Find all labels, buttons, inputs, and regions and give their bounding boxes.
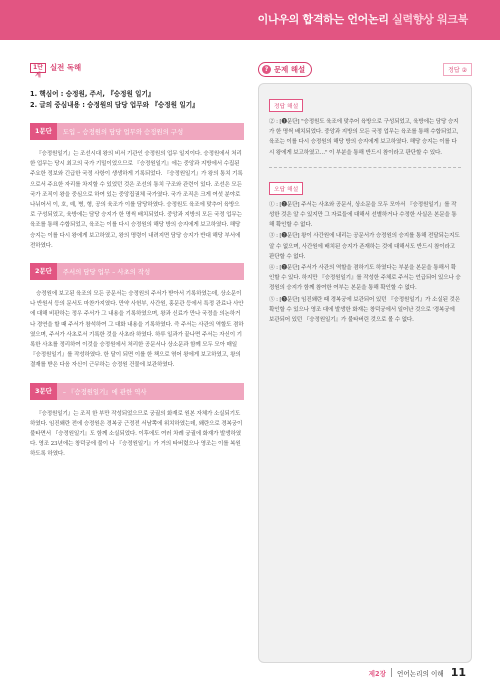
- book-title-suffix: 실력향상 워크북: [388, 13, 468, 26]
- key-summary: [30, 89, 244, 111]
- right-column: [258, 62, 472, 663]
- correct-explanation-tag: 정답 해설: [269, 99, 303, 112]
- paragraph-number: 2문단: [30, 263, 57, 280]
- divider: [269, 167, 461, 168]
- explanation-section-label: [258, 62, 472, 77]
- explanation-panel: [258, 83, 472, 663]
- paragraph-head-2: [30, 263, 244, 280]
- chapter-number: 제2장: [368, 669, 386, 678]
- page-footer: [369, 666, 466, 679]
- chapter-title: 언어논리의 이해: [397, 669, 444, 678]
- wrong-explanation-list: [269, 200, 461, 325]
- list-item: ④ : [❷문단] 주서가 사관의 역할을 겸하기도 하였다는 부분을 본문을 통해서 확인할 수 있다. 하지만 『승정원일기』를 작성한 주체로 주서는 언급되어 있으나 승정원의 승지가 함께 참여한 여부는 본문을 통해 확인할 수 없다.: [269, 265, 461, 292]
- paragraph-text-2: 승정원에 보고된 육조의 모든 공문서는 승정원의 주서가 받아서 기록하였는데, 상소문이나 반원서 등의 문서도 마찬가지였다. 만약 사헌부, 사간원, 홍문관 등에서 특정 관료나 사안에 대해 비판하는 정우 주서가 그 내용을 기록하였으며, 왕과 신료가 만나 국정을 의논하거나 경연을 할 때 주서가 참석하여 그 대화 내용을 기록하였다. 즉 주서는 사관의 역할도 겸하였으며, 주서가 사초로서 기록한 것을 사초라 하였다. 하루 일과가 끝나면 주서는 자신이 기록한 사초를 정리하여 이것을 승정원에서 처리한 공문서나 상소문과 함께 모두 모아 매일 『승정원일기』를 작성하였다. 한 달이 되면 이를 한 책으로 엮어 왕에게 보고하였고, 왕의 결재를 받은 다음 자신이 근무하는 승정원 건물에 보관하였다.: [30, 291, 244, 369]
- section-title: 실전 독해: [50, 63, 82, 72]
- book-title: [258, 11, 468, 27]
- list-item: ③ : [❷문단] 왕이 사간원에 내리는 공문서가 승정원의 승지를 통해 전달되는지도 알 수 없으며, 사간원에 배치된 승지가 존재하는 것에 대해서도 반드시 참이라고 판단할 수 없다.: [269, 233, 460, 260]
- question-icon: ?: [262, 65, 271, 74]
- explanation-heading: ? 문제 해설: [258, 62, 312, 77]
- paragraph-head-3: [30, 383, 244, 400]
- left-column: [30, 62, 244, 460]
- paragraph-heading: – 『승정원일기』에 관한 역사: [62, 387, 147, 396]
- list-item: ⑤ : [❸문단] 임진왜란 때 경복궁에 보관되어 있던 『승정원일기』가 소실된 것은 확인할 수 있으나 영조 대에 발생한 화재는 창덕궁에서 일어난 것으로 '경복궁에 보관되어 있던 『승정원일기』가 불타버린 것으로 볼 수 없다.: [269, 296, 460, 324]
- paragraph-head-1: [30, 123, 244, 140]
- paragraph-number: 1문단: [30, 123, 57, 140]
- answer-badge: 정답 ②: [443, 63, 472, 76]
- keywords: 1. 핵심어 : 승정원, 주서, 『승정원 일기』: [30, 90, 155, 98]
- book-icon: 1단계: [30, 63, 46, 73]
- reading-section-label: [30, 62, 244, 79]
- main-idea: 2. 글의 중심내용 : 승정원의 담당 업무와 『승정원 일기』: [30, 101, 199, 109]
- book-title-subject: 언어논리: [347, 13, 389, 26]
- header-bar: [0, 0, 500, 40]
- paragraph-text-3: 『승정원일기』는 조직 한 부만 작성되었으므로 궁궐의 화재로 원본 자체가 소실되기도 하였다. 임진왜란 전에 승정원은 경복궁 근정전 서남쪽에 위치하였는데, 왜란으로 경복궁이 불타면서 『승정원일기』도 함께 소실되었다. 이후에도 여러 차례 궁궐에 화재가 발생하였다. 영조 23년에는 창덕궁에 불이 나 『승정원일기』가 거의 타버렸으나 영조는 이를 복원하도록 하였다.: [30, 410, 243, 458]
- correct-explanation: ② : [❶문단] "승정원도 육조에 맞추어 육방으로 구성되었고, 육방에는 담당 승지가 한 명씩 배치되었다. 중앙과 지방의 모든 국정 업무는 육조를 통해 수합되었고, 육조는 이를 다시 승정원의 해당 방의 승지에게 보고하였다. 해당 승지는 이를 다시 왕에게 보고하였고…" 이 부분을 통해 반드시 참이라고 판단할 수 있다.: [269, 119, 459, 156]
- footer-divider: [391, 668, 392, 677]
- wrong-explanation-tag: 오답 해설: [269, 182, 303, 195]
- paragraph-heading: 주서의 담당 업무 – 사초의 작성: [62, 268, 151, 277]
- paragraph-heading: 도입 – 승정원의 담당 업무와 승정원의 구성: [62, 128, 184, 136]
- page-number: 11: [450, 666, 466, 679]
- list-item: ① : [❷문단] 주서는 사초와 공문서, 상소문을 모두 모아서 『승정원일기』를 작성한 것은 알 수 있지만 그 자료들에 대해서 선별하거나 수정한 사실은 본문을 통해 확인할 수 없다.: [269, 201, 457, 229]
- paragraph-text-1: 『승정원일기』는 조선시대 왕의 비서 기관인 승정원의 업무 일지이다. 승정원에서 처리한 업무는 당시 최고의 국가 기밀이었으므로 『승정원일기』에는 중앙과 지방에서 수집된 주요한 정보와 긴급한 국정 사항이 생생하게 기록되었다. 『승정원일기』가 왕의 통치 기록으로서 주요한 자리를 차지할 수 있었던 것은 조선의 통치 구조와 관련이 있다. 조선은 모든 국가 조직이 왕을 중심으로 하여 있는 중앙집권체 국가였다. 국가 조직은 크게 여섯 분야로 나뉘어서 이, 호, 예, 병, 형, 공의 육조가 이를 담당하였다. 승정원도 육조에 맞추어 육방으로 구성되었고, 육방에는 담당 승지가 한 명씩 배치되었다. 중앙과 지방의 모든 국정 업무는 육조를 통해 수합되었고, 육조는 이를 다시 승정원의 해당 방의 승지에게 보고하였다. 해당 승지는 이를 다시 왕에게 보고하였고, 왕의 명령이 내려지면 담당 승지가 반대 해당 부서에 전하였다.: [30, 151, 243, 249]
- paragraph-number: 3문단: [30, 383, 57, 400]
- book-title-author: 이나우의 합격하는: [257, 13, 348, 26]
